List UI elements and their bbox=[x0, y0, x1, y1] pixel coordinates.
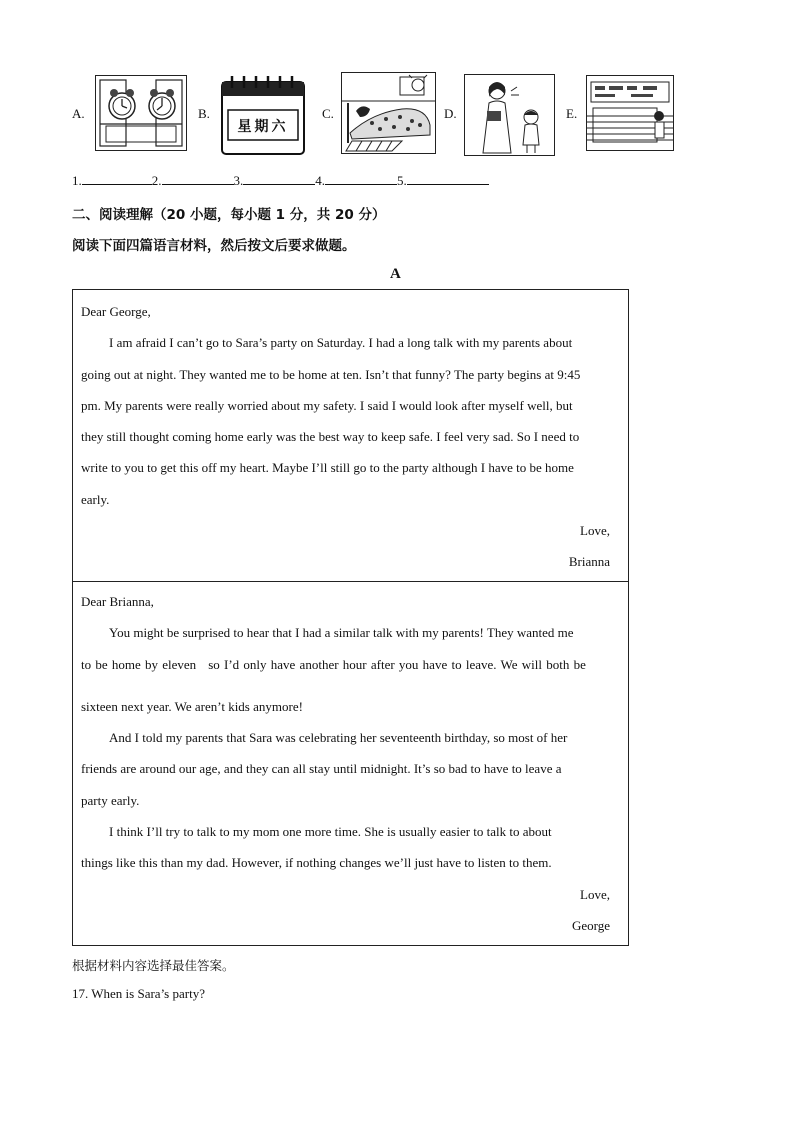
answer-blanks bbox=[72, 173, 489, 189]
blank-label-4: 4. bbox=[315, 173, 325, 188]
letter2-line: things like this than my dad. However, if nothing changes we’ll just have to listen to them. bbox=[81, 855, 552, 871]
question-17: 17. When is Sara’s party? bbox=[72, 986, 205, 1001]
bed-alarm-picture bbox=[341, 72, 436, 154]
letter2-line: to be home by eleven bbox=[81, 656, 197, 672]
blank-label-2: 2. bbox=[151, 173, 162, 188]
letter2-line: party early. bbox=[81, 792, 140, 808]
letter2-line: sixteen next year. We aren’t kids anymore! bbox=[81, 698, 303, 714]
answer-blank-2[interactable] bbox=[162, 173, 234, 185]
letter2-line: I think I’ll try to talk to my mom one more time. She is usually easier to talk to about bbox=[109, 824, 552, 840]
passage-label: A bbox=[390, 266, 401, 282]
calendar-day-text: 星期六 bbox=[237, 119, 289, 135]
picture-label-c: C. bbox=[322, 106, 334, 121]
letter2-line: so I’d only have another hour after you have to leave. We will both be bbox=[208, 656, 586, 672]
letter1-line: I am afraid I can’t go to Sara’s party on Saturday. I had a long talk with my parents about bbox=[109, 335, 573, 351]
answer-blank-1[interactable] bbox=[82, 173, 152, 185]
letter-box-2 bbox=[72, 580, 629, 946]
picture-label-e: E. bbox=[566, 106, 578, 121]
letter1-closing: Love, bbox=[580, 523, 610, 539]
blank-label-3: 3. bbox=[233, 173, 244, 188]
answer-blank-4[interactable] bbox=[325, 173, 397, 185]
choose-instruction: 根据材料内容选择最佳答案。 bbox=[72, 958, 235, 973]
letter1-line: going out at night. They wanted me to be home at ten. Isn’t that funny? The party begins at 9:45 bbox=[81, 366, 581, 382]
letter1-greeting: Dear George, bbox=[81, 304, 151, 319]
answer-blank-3[interactable] bbox=[243, 173, 315, 185]
letter1-line: pm. My parents were really worried about my safety. I said I would look after myself well, but bbox=[81, 397, 573, 413]
letter1-line: they still thought coming home early was the best way to keep safe. I feel very sad. So I need to bbox=[81, 429, 580, 445]
letter2-closing: Love, bbox=[580, 886, 610, 902]
picture-label-a: A. bbox=[72, 106, 85, 121]
instructions: 阅读下面四篇语言材料，然后按文后要求做题。 bbox=[72, 238, 356, 254]
classroom-picture bbox=[586, 75, 674, 151]
blank-label-5: 5. bbox=[397, 173, 407, 188]
calendar-picture bbox=[220, 74, 306, 156]
answer-blank-5[interactable] bbox=[407, 173, 489, 185]
letter2-line: And I told my parents that Sara was celebrating her seventeenth birthday, so most of her bbox=[109, 730, 568, 746]
letter2-line: friends are around our age, and they can all stay until midnight. It’s so bad to have to leave a bbox=[81, 761, 562, 777]
letter-box-1 bbox=[72, 289, 629, 582]
letter2-signature: George bbox=[571, 917, 610, 933]
letter2-line: You might be surprised to hear that I had a similar talk with my parents! They wanted me bbox=[109, 625, 574, 641]
picture-label-d: D. bbox=[444, 106, 457, 121]
letter1-line: early. bbox=[81, 491, 110, 507]
two-alarm-clocks-picture bbox=[95, 75, 187, 151]
section-title: 二、阅读理解（20 小题，每小题 1 分，共 20 分） bbox=[72, 207, 386, 223]
mother-son-picture bbox=[464, 74, 555, 156]
picture-label-b: B. bbox=[198, 106, 210, 121]
letter2-greeting: Dear Brianna, bbox=[81, 594, 154, 609]
blank-label-1: 1. bbox=[72, 173, 82, 188]
letter1-signature: Brianna bbox=[568, 554, 610, 570]
letter1-line: write to you to get this off my heart. Maybe I’ll still go to the party although I have to be home bbox=[81, 460, 574, 476]
